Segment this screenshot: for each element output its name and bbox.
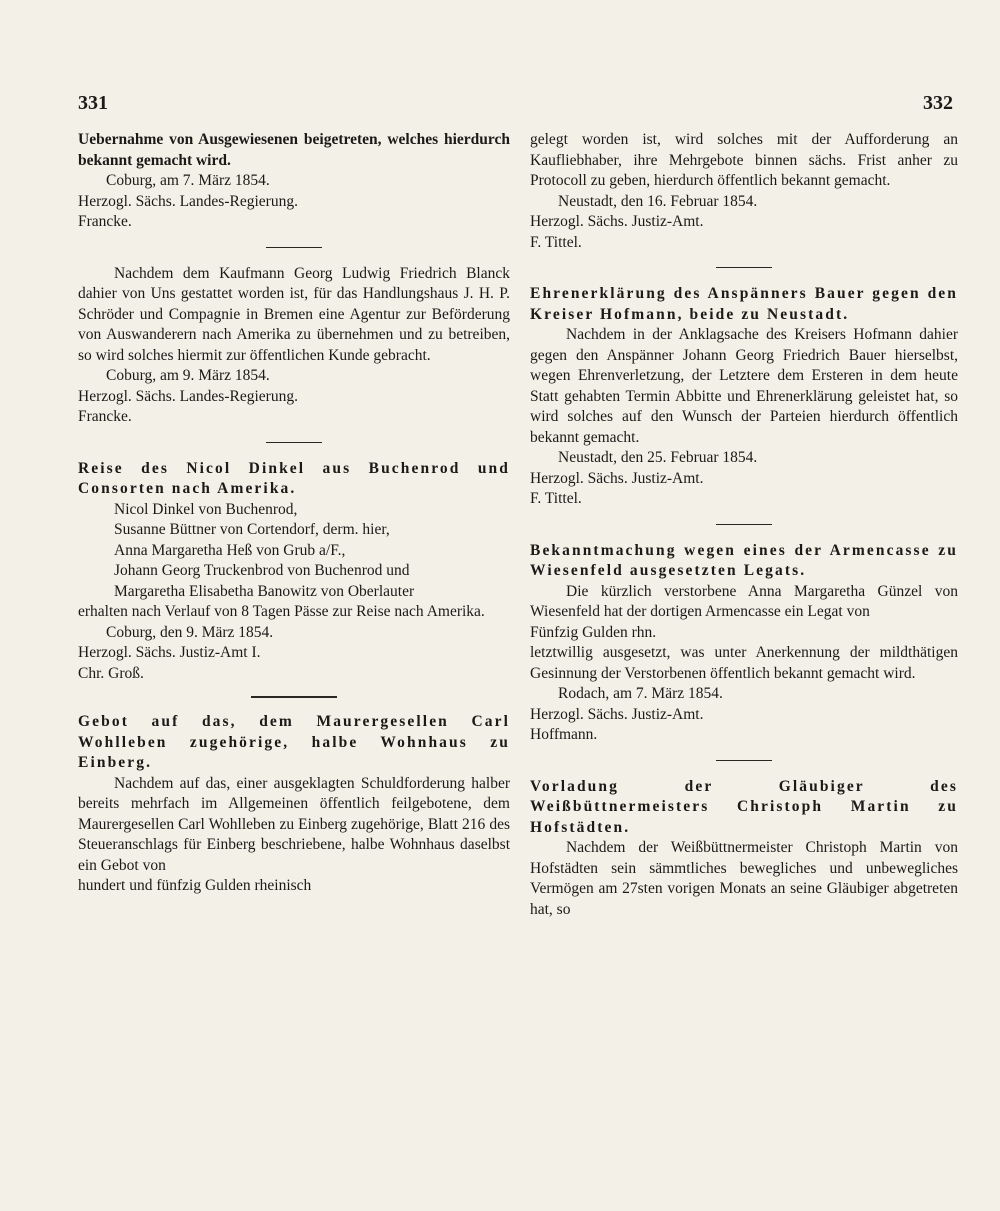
notice-date: Coburg, den 9. März 1854.: [106, 623, 274, 641]
section-divider: [266, 442, 322, 443]
notice-heading: Reise des Nicol Dinkel aus Buchenrod und Consorten nach Amerika.: [78, 459, 510, 497]
notice-date: Neustadt, den 25. Februar 1854.: [558, 449, 758, 466]
list-item: Margaretha Elisabetha Banowitz von Oberlauter: [114, 582, 415, 600]
list-item: Nicol Dinkel von Buchenrod,: [114, 500, 298, 518]
notice-authority: Herzogl. Sächs. Landes-Regierung.: [78, 192, 298, 210]
notice-date: Coburg, am 7. März 1854.: [106, 172, 270, 189]
page-number-left: 331: [78, 92, 108, 114]
notice-body: Die kürzlich verstorbene Anna Margaretha Günzel von Wiesenfeld hat der dortigen Armencasse ein Legat von: [530, 582, 958, 620]
emigrant-list: [78, 500, 510, 603]
notice-date: Rodach, am 7. März 1854.: [558, 685, 723, 702]
notice-signature: F. Tittel.: [530, 233, 582, 251]
page-number-right: 332: [923, 92, 953, 114]
notice-body: Nachdem dem Kaufmann Georg Ludwig Friedrich Blanck dahier von Uns gestattet worden ist, für das Handlungshaus J. H. P. Schröder und Compagnie in Bremen eine Agentur zur Beförderung von Auswanderern nach Amerika zu übernehmen und zu betreiben, so wird solches hiermit zur öffentlichen Kunde gebracht.: [78, 264, 510, 364]
notice-signature: Hoffmann.: [530, 726, 598, 743]
section-divider: [266, 247, 322, 248]
notice-heading: Bekanntmachung wegen eines der Armencasse zu Wiesenfeld ausgesetzten Legats.: [530, 541, 958, 579]
notice-body: Nachdem der Weißbüttnermeister Christoph Martin von Hofstädten sein sämmtliches bewegliches und unbewegliches Vermögen am 27sten vorigen Monats an seine Gläubiger abgetreten hat, so: [530, 839, 958, 918]
notice-signature: Francke.: [78, 213, 132, 230]
notice-authority: Herzogl. Sächs. Justiz-Amt I.: [78, 644, 261, 661]
right-column: [530, 130, 958, 920]
notice-signature: Chr. Groß.: [78, 664, 144, 682]
left-column: [78, 130, 510, 897]
bid-amount: hundert und fünfzig Gulden rheinisch: [78, 877, 312, 894]
notice-heading: Ehrenerklärung des Anspänners Bauer gegen den Kreiser Hofmann, beide zu Neustadt.: [530, 285, 958, 323]
notice-continuation: Uebernahme von Ausgewiesenen beigetreten, welches hierdurch bekannt gemacht wird.: [78, 131, 510, 169]
notice-authority: Herzogl. Sächs. Landes-Regierung.: [78, 387, 298, 405]
notice-date: Coburg, am 9. März 1854.: [106, 367, 270, 384]
notice-body: Nachdem auf das, einer ausgeklagten Schuldforderung halber bereits mehrfach im Allgemeinen öffentlich feilgebotene, dem Maurergesellen Carl Wohlleben zu Einberg zugehörige, Blatt 216 des Steueranschlags für Einberg beschriebene, halbe Wohnhaus daselbst ein Gebot von: [78, 774, 510, 874]
notice-authority: Herzogl. Sächs. Justiz-Amt.: [530, 469, 704, 487]
notice-body: erhalten nach Verlauf von 8 Tagen Pässe zur Reise nach Amerika.: [78, 603, 485, 620]
notice-continuation: gelegt worden ist, wird solches mit der Aufforderung an Kaufliebhaber, ihre Mehrgebote binnen sächs. Frist anher zu Protocoll zu geben, hierdurch öffentlich bekannt gemacht.: [530, 131, 958, 189]
section-divider: [716, 267, 772, 268]
notice-authority: Herzogl. Sächs. Justiz-Amt.: [530, 213, 704, 230]
notice-signature: Francke.: [78, 408, 132, 425]
notice-heading: Vorladung der Gläubiger des Weißbüttnermeisters Christoph Martin zu Hofstädten.: [530, 777, 958, 836]
notice-signature: F. Tittel.: [530, 490, 582, 507]
section-divider: [716, 760, 772, 761]
section-divider: [251, 696, 337, 698]
notice-date: Neustadt, den 16. Februar 1854.: [558, 192, 758, 210]
notice-body: letztwillig ausgesetzt, was unter Anerkennung der mildthätigen Gesinnung der Verstorbenen öffentlich bekannt gemacht wird.: [530, 644, 958, 682]
section-divider: [716, 524, 772, 525]
legacy-amount: Fünfzig Gulden rhn.: [530, 623, 657, 641]
list-item: Anna Margaretha Heß von Grub a/F.,: [114, 541, 346, 559]
list-item: Susanne Büttner von Cortendorf, derm. hier,: [114, 521, 390, 538]
notice-authority: Herzogl. Sächs. Justiz-Amt.: [530, 705, 704, 723]
notice-heading: Gebot auf das, dem Maurergesellen Carl Wohlleben zugehörige, halbe Wohnhaus zu Einberg.: [78, 713, 510, 771]
notice-body: Nachdem in der Anklagsache des Kreisers Hofmann dahier gegen den Anspänner Johann Georg Friedrich Bauer hierselbst, wegen Ehrenverletzung, der Letztere dem Ersteren in dem heute Statt gehabten Termin Abbitte und Ehrenerklärung geleistet hat, so wird solches auf den Wunsch der Parteien hierdurch öffentlich bekannt gemacht.: [530, 326, 958, 446]
list-item: Johann Georg Truckenbrod von Buchenrod und: [114, 562, 410, 579]
